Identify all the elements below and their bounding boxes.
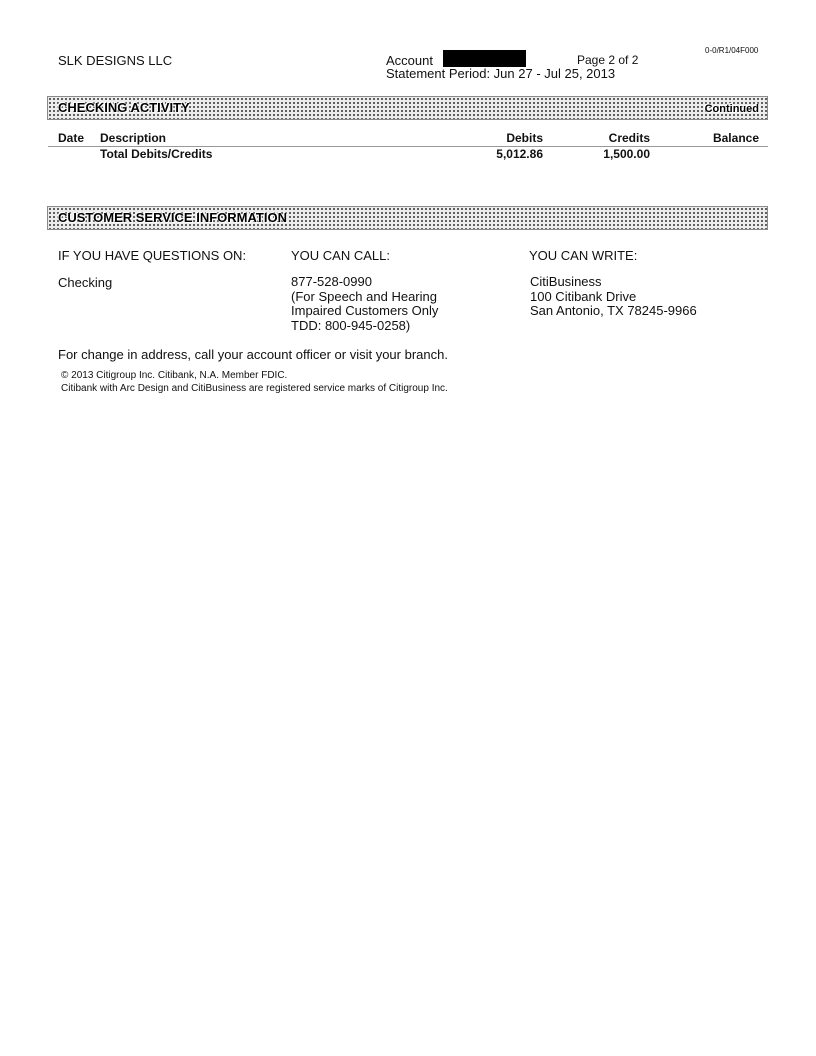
you-can-write-header: YOU CAN WRITE: [529,248,638,263]
total-debits-value: 5,012.86 [496,147,543,161]
continued-label: Continued [704,103,759,115]
column-header-balance: Balance [712,131,759,145]
total-row-description: Total Debits/Credits [100,147,213,161]
customer-service-title: CUSTOMER SERVICE INFORMATION [58,210,287,225]
document-code: 0-0/R1/04F000 [705,46,759,55]
redacted-account-number [443,50,526,67]
column-header-description: Description [100,131,167,145]
phone-line: TDD: 800-945-0258) [291,317,411,333]
address-line: 100 Citibank Drive [530,288,637,304]
phone-line: 877-528-0990 [291,274,372,289]
column-header-date: Date [58,131,85,145]
you-can-call-header: YOU CAN CALL: [291,248,390,263]
questions-on-header: IF YOU HAVE QUESTIONS ON: [58,248,247,263]
copyright-notice: © 2013 Citigroup Inc. Citibank, N.A. Member FDIC. [61,370,288,381]
column-header-debits: Debits [506,131,543,145]
phone-line: Impaired Customers Only [291,303,439,318]
page-indicator: Page 2 of 2 [577,53,639,67]
column-header-credits: Credits [608,131,650,145]
mailing-address-block [530,275,697,319]
statement-period: Statement Period: Jun 27 - Jul 25, 2013 [386,66,616,81]
address-change-note: For change in address, call your account officer or visit your branch. [58,347,448,362]
checking-activity-header-bar [47,96,768,120]
phone-line: (For Speech and Hearing [291,288,437,304]
trademark-notice: Citibank with Arc Design and CitiBusiness are registered service marks of Citigroup Inc. [61,383,448,394]
address-line: San Antonio, TX 78245-9966 [530,303,697,318]
company-name: SLK DESIGNS LLC [58,53,173,68]
checking-activity-title: CHECKING ACTIVITY [58,100,190,115]
account-label: Account [386,53,433,68]
phone-contact-block [291,275,438,333]
question-topic: Checking [58,275,113,290]
address-line: CitiBusiness [530,274,602,289]
customer-service-header-bar [47,206,768,230]
total-credits-value: 1,500.00 [603,147,650,161]
